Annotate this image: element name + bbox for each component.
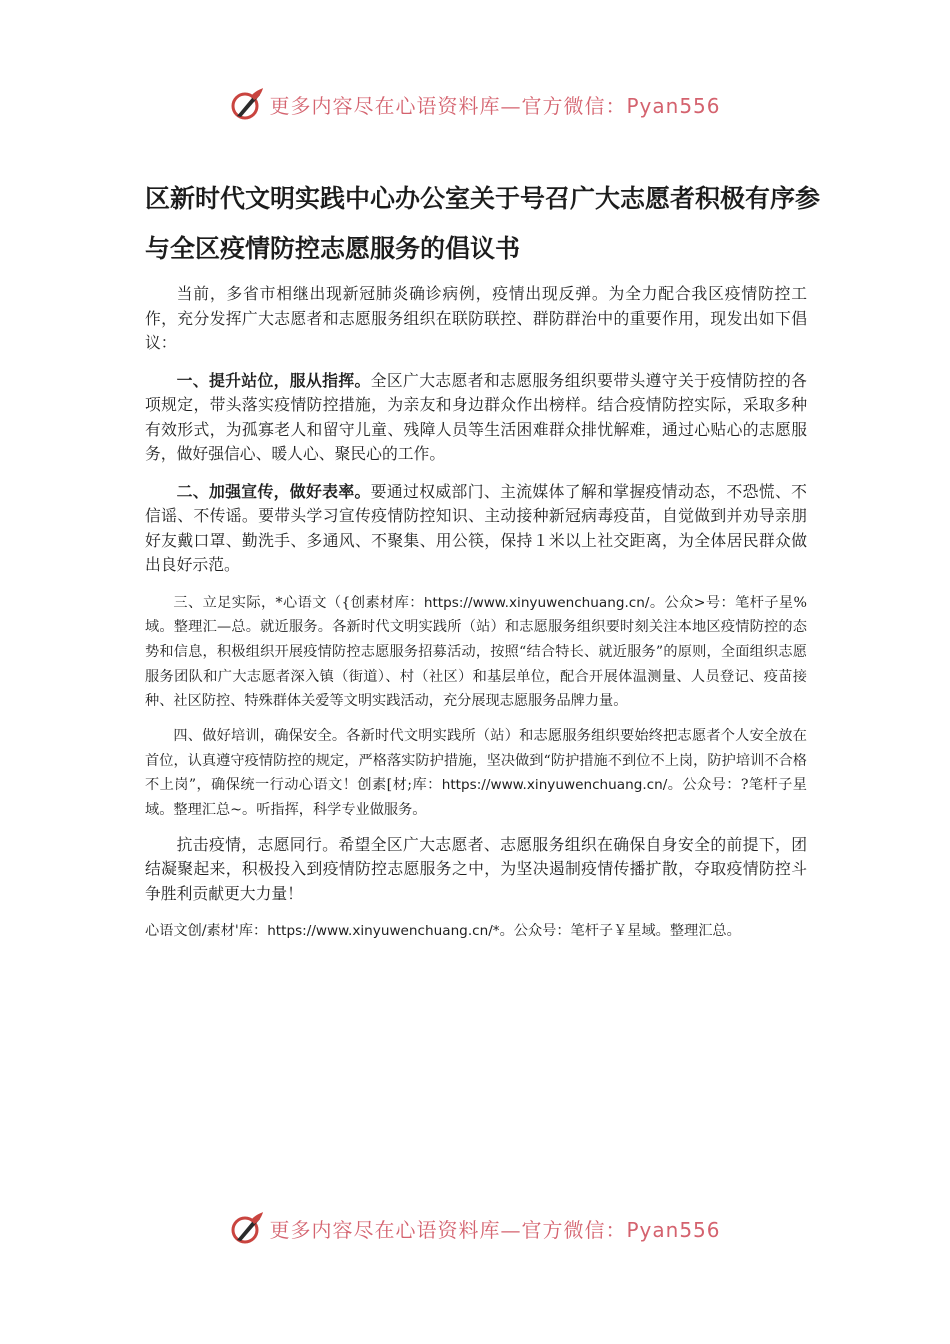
wechat-id: Pyan556 [626,93,721,118]
wechat-id: Pyan556 [626,1217,721,1242]
point-4-url: https://www.xinyuwenchuang.cn/ [441,777,668,794]
document-body [145,282,807,954]
document-title: 区新时代文明实践中心办公室关于号召广大志愿者积极有序参与全区疫情防控志愿服务的倡议书 [145,184,821,263]
point-3-paragraph: 三、立足实际，*心语文（{创素材库：https://www.xinyuwenchuang.cn/。公众>号：笔杆子星%域。整理汇—总。就近服务。各新时代文明实践所（站）和志愿服务组织要时刻关注本地区疫情防控的态势和信息，积极组织开展疫情防控志愿服务招募活动，按照“结合特长、就近服务”的原则，全面组织志愿服务团队和广大志愿者深入镇（街道）、村（社区）和基层单位，配合开展体温测量、人员登记、疫苗接种、社区防控、特殊群体关爱等文明实践活动，充分展现志愿服务品牌力量。 [145,594,808,710]
quill-logo-icon [229,86,265,122]
point-1-heading: 一、提升站位，服从指挥。 [176,370,371,390]
point-2-heading: 二、加强宣传，做好表率。 [176,481,371,501]
point-2-paragraph: 二、加强宣传，做好表率。要通过权威部门、主流媒体了解和掌握疫情动态，不恐慌、不信谣、不传谣。要带头学习宣传疫情防控知识、主动接种新冠病毒疫苗，自觉做到并劝导亲朋好友戴口罩、勤洗手、多通风、不聚集、用公筷，保持１米以上社交距离，为全体居民群众做出良好示范。 [145,481,807,574]
footer-line: 心语文创/素材'库：https://www.xinyuwenchuang.cn/*。公众号：笔杆子￥星域。整理汇总。 [145,923,741,940]
footer-banner [0,1206,950,1250]
header-banner [0,82,950,126]
banner-text: 更多内容尽在心语资料库—官方微信：Pyan556 [269,93,721,118]
quill-logo-icon [229,1210,265,1246]
point-3-url: https://www.xinyuwenchuang.cn/ [423,594,650,611]
point-1-paragraph: 一、提升站位，服从指挥。全区广大志愿者和志愿服务组织要带头遵守关于疫情防控的各项规定，带头落实疫情防控措施，为亲友和身边群众作出榜样。结合疫情防控实际，采取多种有效形式，为孤寡老人和留守儿童、残障人员等生活困难群众排忧解难，通过心贴心的志愿服务，做好强信心、暖人心、聚民心的工作。 [145,370,807,463]
banner-text: 更多内容尽在心语资料库—官方微信：Pyan556 [269,1217,721,1242]
closing-paragraph: 抗击疫情，志愿同行。希望全区广大志愿者、志愿服务组织在确保自身安全的前提下，团结凝聚起来，积极投入到疫情防控志愿服务之中，为坚决遏制疫情传播扩散，夺取疫情防控斗争胜利贡献更大力量！ [145,834,807,903]
footer-url: https://www.xinyuwenchuang.cn/* [267,923,500,940]
intro-paragraph: 当前，多省市相继出现新冠肺炎确诊病例，疫情出现反弹。为全力配合我区疫情防控工作，充分发挥广大志愿者和志愿服务组织在联防联控、群防群治中的重要作用，现发出如下倡议： [145,284,807,352]
point-4-paragraph: 四、做好培训，确保安全。各新时代文明实践所（站）和志愿服务组织要始终把志愿者个人安全放在首位，认真遵守疫情防控的规定，严格落实防护措施，坚决做到“防护措施不到位不上岗，防护培训不合格不上岗”，确保统一行动心语文！创素[材;库：https://www.xinyuwenchuang.cn/。公众号：?笔杆子星域。整理汇总~。听指挥，科学专业做服务。 [145,728,807,819]
